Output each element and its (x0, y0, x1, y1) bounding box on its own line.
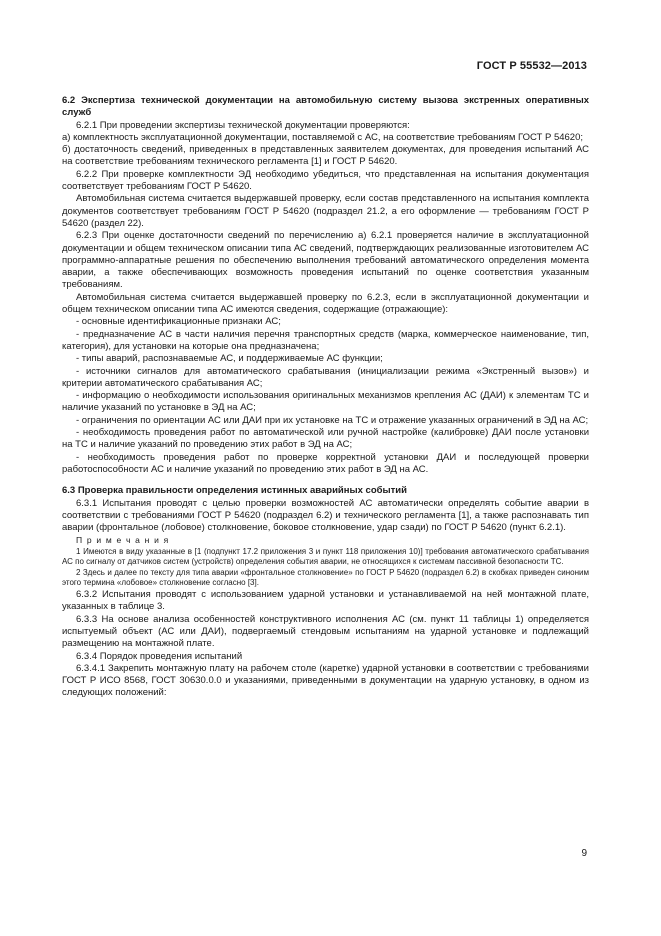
list-item: - источники сигналов для автоматического срабатывания (инициализации режима «Экстренный вызов») и критерии автоматического срабатывания АС; (62, 365, 589, 389)
page-number: 9 (581, 848, 587, 859)
list-item: - необходимость проведения работ по автоматической или ручной настройке (калибровке) ДАИ после установки на ТС и наличие указаний по проведению этих работ в ЭД на АС; (62, 427, 589, 451)
paragraph-6-3-4: 6.3.4 Порядок проведения испытаний (76, 650, 243, 662)
paragraph-6-2-3: 6.2.3 При оценке достаточности сведений по перечислению а) 6.2.1 проверяется наличие в эксплуатационной документации и общем техническом описании типа АС сведений, подтверждающих реализованные изготовителем АС программно-аппаратные решения по обеспечению выполнения требований автоматического определения момента аварии, а также обеспечивающих возможность проведения испытаний по оценке соответствия указанным требованиям. (62, 230, 589, 291)
document-body (62, 95, 589, 700)
standard-header: ГОСТ Р 55532—2013 (476, 60, 587, 72)
list-item: - основные идентификационные признаки АС; (76, 316, 281, 328)
paragraph-6-3-4-1: 6.3.4.1 Закрепить монтажную плату на рабочем столе (каретке) ударной установки в соответствии с требованиями ГОСТ Р ИСО 8568, ГОСТ 30630.0.0 и указаниями, приведенными в документации на ударную установку, в одном из следующих положений: (62, 662, 589, 699)
note-1: 1 Имеются в виду указанные в [1 (подпункт 17.2 приложения 3 и пункт 118 приложения 10)] требования автоматического срабатывания АС по сигналу от датчиков систем (устройств) определения события аварии, не относящихся к системам пассивной безопасности ТС. (62, 546, 589, 567)
paragraph-6-2-1-a: а) комплектность эксплуатационной документации, поставляемой с АС, на соответствие требованиям ГОСТ Р 54620; (62, 131, 584, 143)
paragraph-6-2-1: 6.2.1 При проведении экспертизы технической документации проверяются: (76, 119, 410, 131)
paragraph-6-3-1: 6.3.1 Испытания проводят с целью проверки возможностей АС автоматически определять событие аварии в соответствии с требованиями ГОСТ Р 54620 (подраздел 6.2) и технического регламента [1], а также распознавать тип аварии (фронтальное (лобовое) столкновение, боковое столкновение, удар сзади) по ГОСТ Р 54620 (пункт 6.2.1). (62, 497, 589, 534)
notes-heading: П р и м е ч а н и я (76, 535, 170, 546)
list-item: - предназначение АС в части наличия перечня транспортных средств (марка, коммерческое наименование, тип, категория), для установки на которые она предназначена; (62, 328, 589, 352)
paragraph-6-2-2: 6.2.2 При проверке комплектности ЭД необходимо убедиться, что представленная на испытания документация соответствует требованиям ГОСТ Р 54620. (62, 168, 589, 193)
list-item: - типы аварий, распознаваемые АС, и поддерживаемые АС функции; (76, 353, 383, 365)
paragraph-6-2-3-result: Автомобильная система считается выдержавшей проверку по 6.2.3, если в эксплуатационной документации и общем техническом описании типа АС имеются сведения, содержащие (отражающие): (62, 291, 589, 316)
list-item: - ограничения по ориентации АС или ДАИ при их установке на ТС и отражение указанных ограничений в ЭД на АС; (76, 414, 589, 426)
paragraph-6-2-2-result: Автомобильная система считается выдержавшей проверку, если состав представленного на испытания комплекта документов соответствует требованиям ГОСТ Р 54620 (подраздел 21.2, а его оформление — требованиям ГОСТ Р 54620 (раздел 22). (62, 193, 589, 229)
paragraph-6-3-2: 6.3.2 Испытания проводят с использованием ударной установки и устанавливаемой на ней монтажной плате, указанных в таблице 3. (62, 589, 589, 613)
section-6-3-title: 6.3 Проверка правильности определения истинных аварийных событий (62, 485, 407, 497)
section-6-2-title: 6.2 Экспертиза технической документации на автомобильную систему вызова экстренных оперативных служб (62, 95, 589, 119)
paragraph-6-3-3: 6.3.3 На основе анализа особенностей конструктивного исполнения АС (см. пункт 11 таблицы 1) определяется испытуемый объект (АС или ДАИ), подвергаемый стендовым испытаниям на ударной установке и подлежащий размещению на монтажной плате. (62, 613, 589, 650)
list-item: - необходимость проведения работ по проверке корректной установки ДАИ и последующей проверки работоспособности АС и наличие указаний по проведению этих работ в ЭД на АС. (62, 451, 589, 475)
list-item: - информацию о необходимости использования оригинальных механизмов крепления АС (ДАИ) к элементам ТС и наличие указаний по установке в ЭД на АС; (62, 390, 589, 414)
paragraph-6-2-1-b: б) достаточность сведений, приведенных в представленных заявителем документах, для проведения испытаний АС на соответствие требованиям технического регламента [1] и ГОСТ Р 54620. (62, 144, 589, 168)
note-2: 2 Здесь и далее по тексту для типа аварии «фронтальное столкновение» по ГОСТ Р 54620 (подраздел 6.2) в скобках приведен синоним этого термина «лобовое» столкновение согласно [3]. (62, 567, 589, 588)
